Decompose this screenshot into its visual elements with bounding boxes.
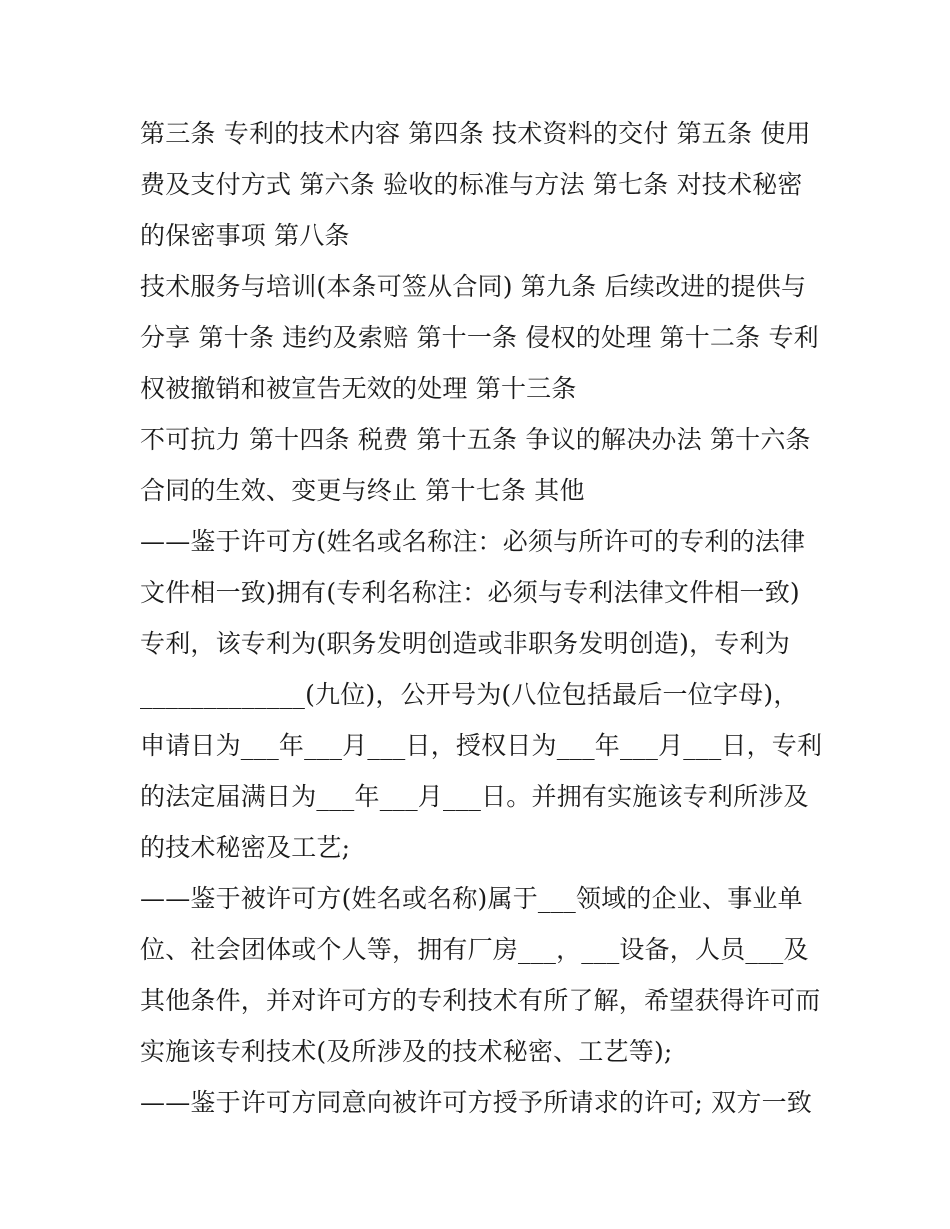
- text-line: 分享 第十条 违约及索赔 第十一条 侵权的处理 第十二条 专利: [140, 323, 819, 352]
- document-body: [140, 108, 823, 1128]
- text-line: 费及支付方式 第六条 验收的标准与方法 第七条 对技术秘密: [140, 170, 803, 199]
- text-line: ——鉴于许可方同意向被许可方授予所请求的许可; 双方一致: [140, 1088, 812, 1117]
- text-line: 不可抗力 第十四条 税费 第十五条 争议的解决办法 第十六条: [140, 425, 811, 454]
- text-line: _____________(九位)，公开号为(八位包括最后一位字母)，: [140, 680, 799, 709]
- text-line: 的法定届满日为___年___月___日。并拥有实施该专利所涉及: [140, 782, 809, 811]
- text-line: 其他条件，并对许可方的专利技术有所了解，希望获得许可而: [140, 986, 821, 1015]
- text-line: ——鉴于被许可方(姓名或名称)属于___领域的企业、事业单: [140, 884, 803, 913]
- text-line: 文件相一致)拥有(专利名称注：必须与专利法律文件相一致): [140, 578, 800, 607]
- text-line: 的保密事项 第八条: [140, 221, 350, 250]
- text-line: 权被撤销和被宣告无效的处理 第十三条: [140, 374, 577, 403]
- text-line: 专利，该专利为(职务发明创造或非职务发明创造)，专利为: [140, 629, 790, 658]
- text-line: 的技术秘密及工艺;: [140, 833, 351, 862]
- text-line: 合同的生效、变更与终止 第十七条 其他: [140, 476, 585, 505]
- text-line: 技术服务与培训(本条可签从合同) 第九条 后续改进的提供与: [140, 272, 807, 301]
- text-line: 位、社会团体或个人等，拥有厂房___，___设备，人员___及: [140, 935, 809, 964]
- text-line: 申请日为___年___月___日，授权日为___年___月___日，专利: [140, 731, 823, 760]
- text-line: 实施该专利技术(及所涉及的技术秘密、工艺等);: [140, 1037, 673, 1066]
- text-line: ——鉴于许可方(姓名或名称注：必须与所许可的专利的法律: [140, 527, 806, 556]
- text-line: 第三条 专利的技术内容 第四条 技术资料的交付 第五条 使用: [140, 119, 811, 148]
